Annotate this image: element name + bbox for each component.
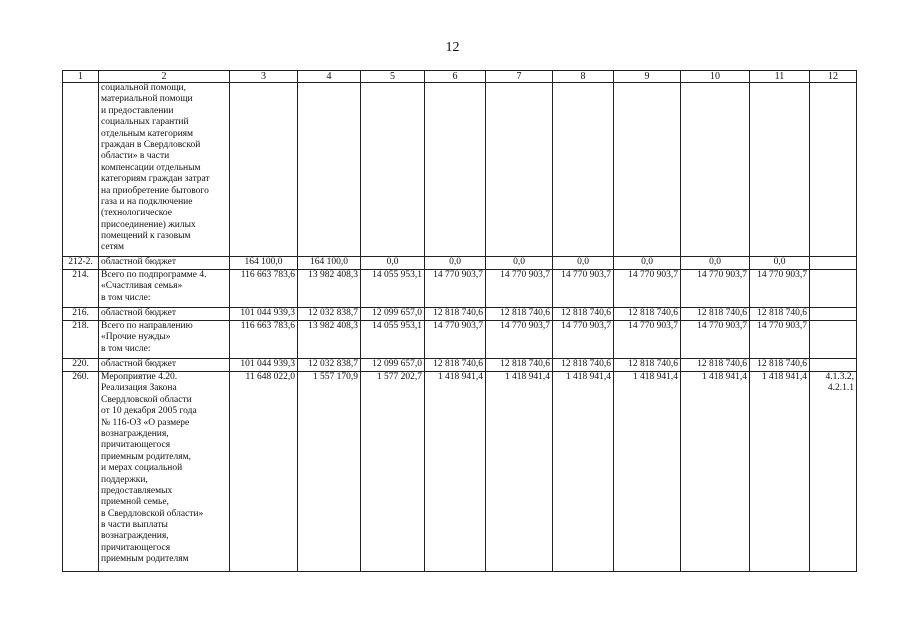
column-header-4: 4: [298, 71, 361, 83]
value-cell: 1 418 941,4: [614, 372, 681, 572]
value-cell: 12 818 740,6: [553, 308, 614, 321]
table-row: [63, 308, 857, 321]
row-number: 214.: [63, 270, 99, 308]
value-cell: 14 770 903,7: [681, 270, 750, 308]
value-cell: 11 648 022,0: [230, 372, 298, 572]
value-cell: 14 770 903,7: [553, 270, 614, 308]
column-header-2: 2: [99, 71, 230, 83]
value-cell: 12 818 740,6: [614, 359, 681, 372]
codes-cell: [810, 257, 857, 270]
empty-cell: [361, 83, 425, 257]
value-cell: 1 557 170,9: [298, 372, 361, 572]
value-cell: 0,0: [750, 257, 810, 270]
empty-cell: [298, 83, 361, 257]
row-name: областной бюджет: [99, 308, 230, 321]
value-cell: 12 818 740,6: [681, 359, 750, 372]
value-cell: 0,0: [486, 257, 553, 270]
row-name: Всего по подпрограмме 4. «Счастливая семья» в том числе:: [99, 270, 230, 308]
value-cell: 12 099 657,0: [361, 308, 425, 321]
value-cell: 116 663 783,6: [230, 321, 298, 359]
value-cell: 12 818 740,6: [425, 359, 486, 372]
value-cell: 12 818 740,6: [614, 308, 681, 321]
value-cell: 14 770 903,7: [614, 270, 681, 308]
value-cell: 12 818 740,6: [681, 308, 750, 321]
column-header-7: 7: [486, 71, 553, 83]
row-number: 212-2.: [63, 257, 99, 270]
table-row: [63, 321, 857, 359]
table-row: [63, 270, 857, 308]
value-cell: 14 770 903,7: [486, 270, 553, 308]
empty-cell: [810, 83, 857, 257]
value-cell: 12 099 657,0: [361, 359, 425, 372]
empty-cell: [425, 83, 486, 257]
page-number: 12: [445, 40, 460, 55]
value-cell: 1 418 941,4: [681, 372, 750, 572]
codes-cell: [810, 270, 857, 308]
empty-cell: [681, 83, 750, 257]
value-cell: 14 770 903,7: [486, 321, 553, 359]
value-cell: 12 032 838,7: [298, 308, 361, 321]
continuation-text: социальной помощи, материальной помощи и предоставлении социальных гарантий отдельным категориям граждан в Свердловской области» в части компенсации отдельным категориям граждан затрат на приобретение бытового газа и на подключение (технологическое присоединение) жилых помещений к газовым сетям: [99, 83, 230, 257]
value-cell: 1 577 202,7: [361, 372, 425, 572]
empty-cell: [614, 83, 681, 257]
empty-cell: [750, 83, 810, 257]
row-number: 220.: [63, 359, 99, 372]
column-header-9: 9: [614, 71, 681, 83]
row-number: 260.: [63, 372, 99, 572]
continuation-num-cell: [63, 83, 99, 257]
value-cell: 14 770 903,7: [614, 321, 681, 359]
value-cell: 1 418 941,4: [553, 372, 614, 572]
value-cell: 0,0: [614, 257, 681, 270]
continuation-row: [63, 83, 857, 257]
value-cell: 12 818 740,6: [425, 308, 486, 321]
value-cell: 12 032 838,7: [298, 359, 361, 372]
row-number: 216.: [63, 308, 99, 321]
codes-cell: 4.1.3.2, 4.2.1.1: [810, 372, 857, 572]
header-row: [63, 71, 857, 83]
column-header-3: 3: [230, 71, 298, 83]
codes-cell: [810, 308, 857, 321]
value-cell: 0,0: [681, 257, 750, 270]
column-header-10: 10: [681, 71, 750, 83]
row-name: Мероприятие 4.20. Реализация Закона Свердловской области от 10 декабря 2005 года № 116-ОЗ «О размере вознаграждения, причитающегося приемным родителям, и мерах социальной поддержки, предоставляемых приемной семье, в Свердловской области» в части выплаты вознаграждения, причитающегося приемным родителям: [99, 372, 230, 572]
value-cell: 0,0: [361, 257, 425, 270]
value-cell: 12 818 740,6: [750, 359, 810, 372]
value-cell: 12 818 740,6: [486, 308, 553, 321]
value-cell: 101 044 939,3: [230, 359, 298, 372]
column-header-12: 12: [810, 71, 857, 83]
value-cell: 0,0: [425, 257, 486, 270]
value-cell: 13 982 408,3: [298, 321, 361, 359]
empty-cell: [230, 83, 298, 257]
value-cell: 14 770 903,7: [425, 321, 486, 359]
table-row: [63, 359, 857, 372]
value-cell: 14 055 953,1: [361, 321, 425, 359]
column-header-11: 11: [750, 71, 810, 83]
row-number: 218.: [63, 321, 99, 359]
row-name: Всего по направлению «Прочие нужды» в том числе:: [99, 321, 230, 359]
value-cell: 164 100,0: [298, 257, 361, 270]
value-cell: 12 818 740,6: [750, 308, 810, 321]
value-cell: 1 418 941,4: [425, 372, 486, 572]
budget-table: [62, 70, 857, 572]
value-cell: 14 770 903,7: [425, 270, 486, 308]
column-header-6: 6: [425, 71, 486, 83]
row-name: областной бюджет: [99, 359, 230, 372]
table-row: [63, 372, 857, 572]
codes-cell: [810, 321, 857, 359]
row-name: областной бюджет: [99, 257, 230, 270]
value-cell: 1 418 941,4: [750, 372, 810, 572]
value-cell: 12 818 740,6: [486, 359, 553, 372]
value-cell: 14 770 903,7: [681, 321, 750, 359]
codes-cell: [810, 359, 857, 372]
value-cell: 1 418 941,4: [486, 372, 553, 572]
empty-cell: [486, 83, 553, 257]
value-cell: 14 770 903,7: [553, 321, 614, 359]
value-cell: 101 044 939,3: [230, 308, 298, 321]
value-cell: 14 770 903,7: [750, 321, 810, 359]
value-cell: 13 982 408,3: [298, 270, 361, 308]
value-cell: 14 055 953,1: [361, 270, 425, 308]
value-cell: 0,0: [553, 257, 614, 270]
value-cell: 14 770 903,7: [750, 270, 810, 308]
value-cell: 116 663 783,6: [230, 270, 298, 308]
value-cell: 164 100,0: [230, 257, 298, 270]
empty-cell: [553, 83, 614, 257]
table-row: [63, 257, 857, 270]
value-cell: 12 818 740,6: [553, 359, 614, 372]
column-header-1: 1: [63, 71, 99, 83]
column-header-5: 5: [361, 71, 425, 83]
column-header-8: 8: [553, 71, 614, 83]
